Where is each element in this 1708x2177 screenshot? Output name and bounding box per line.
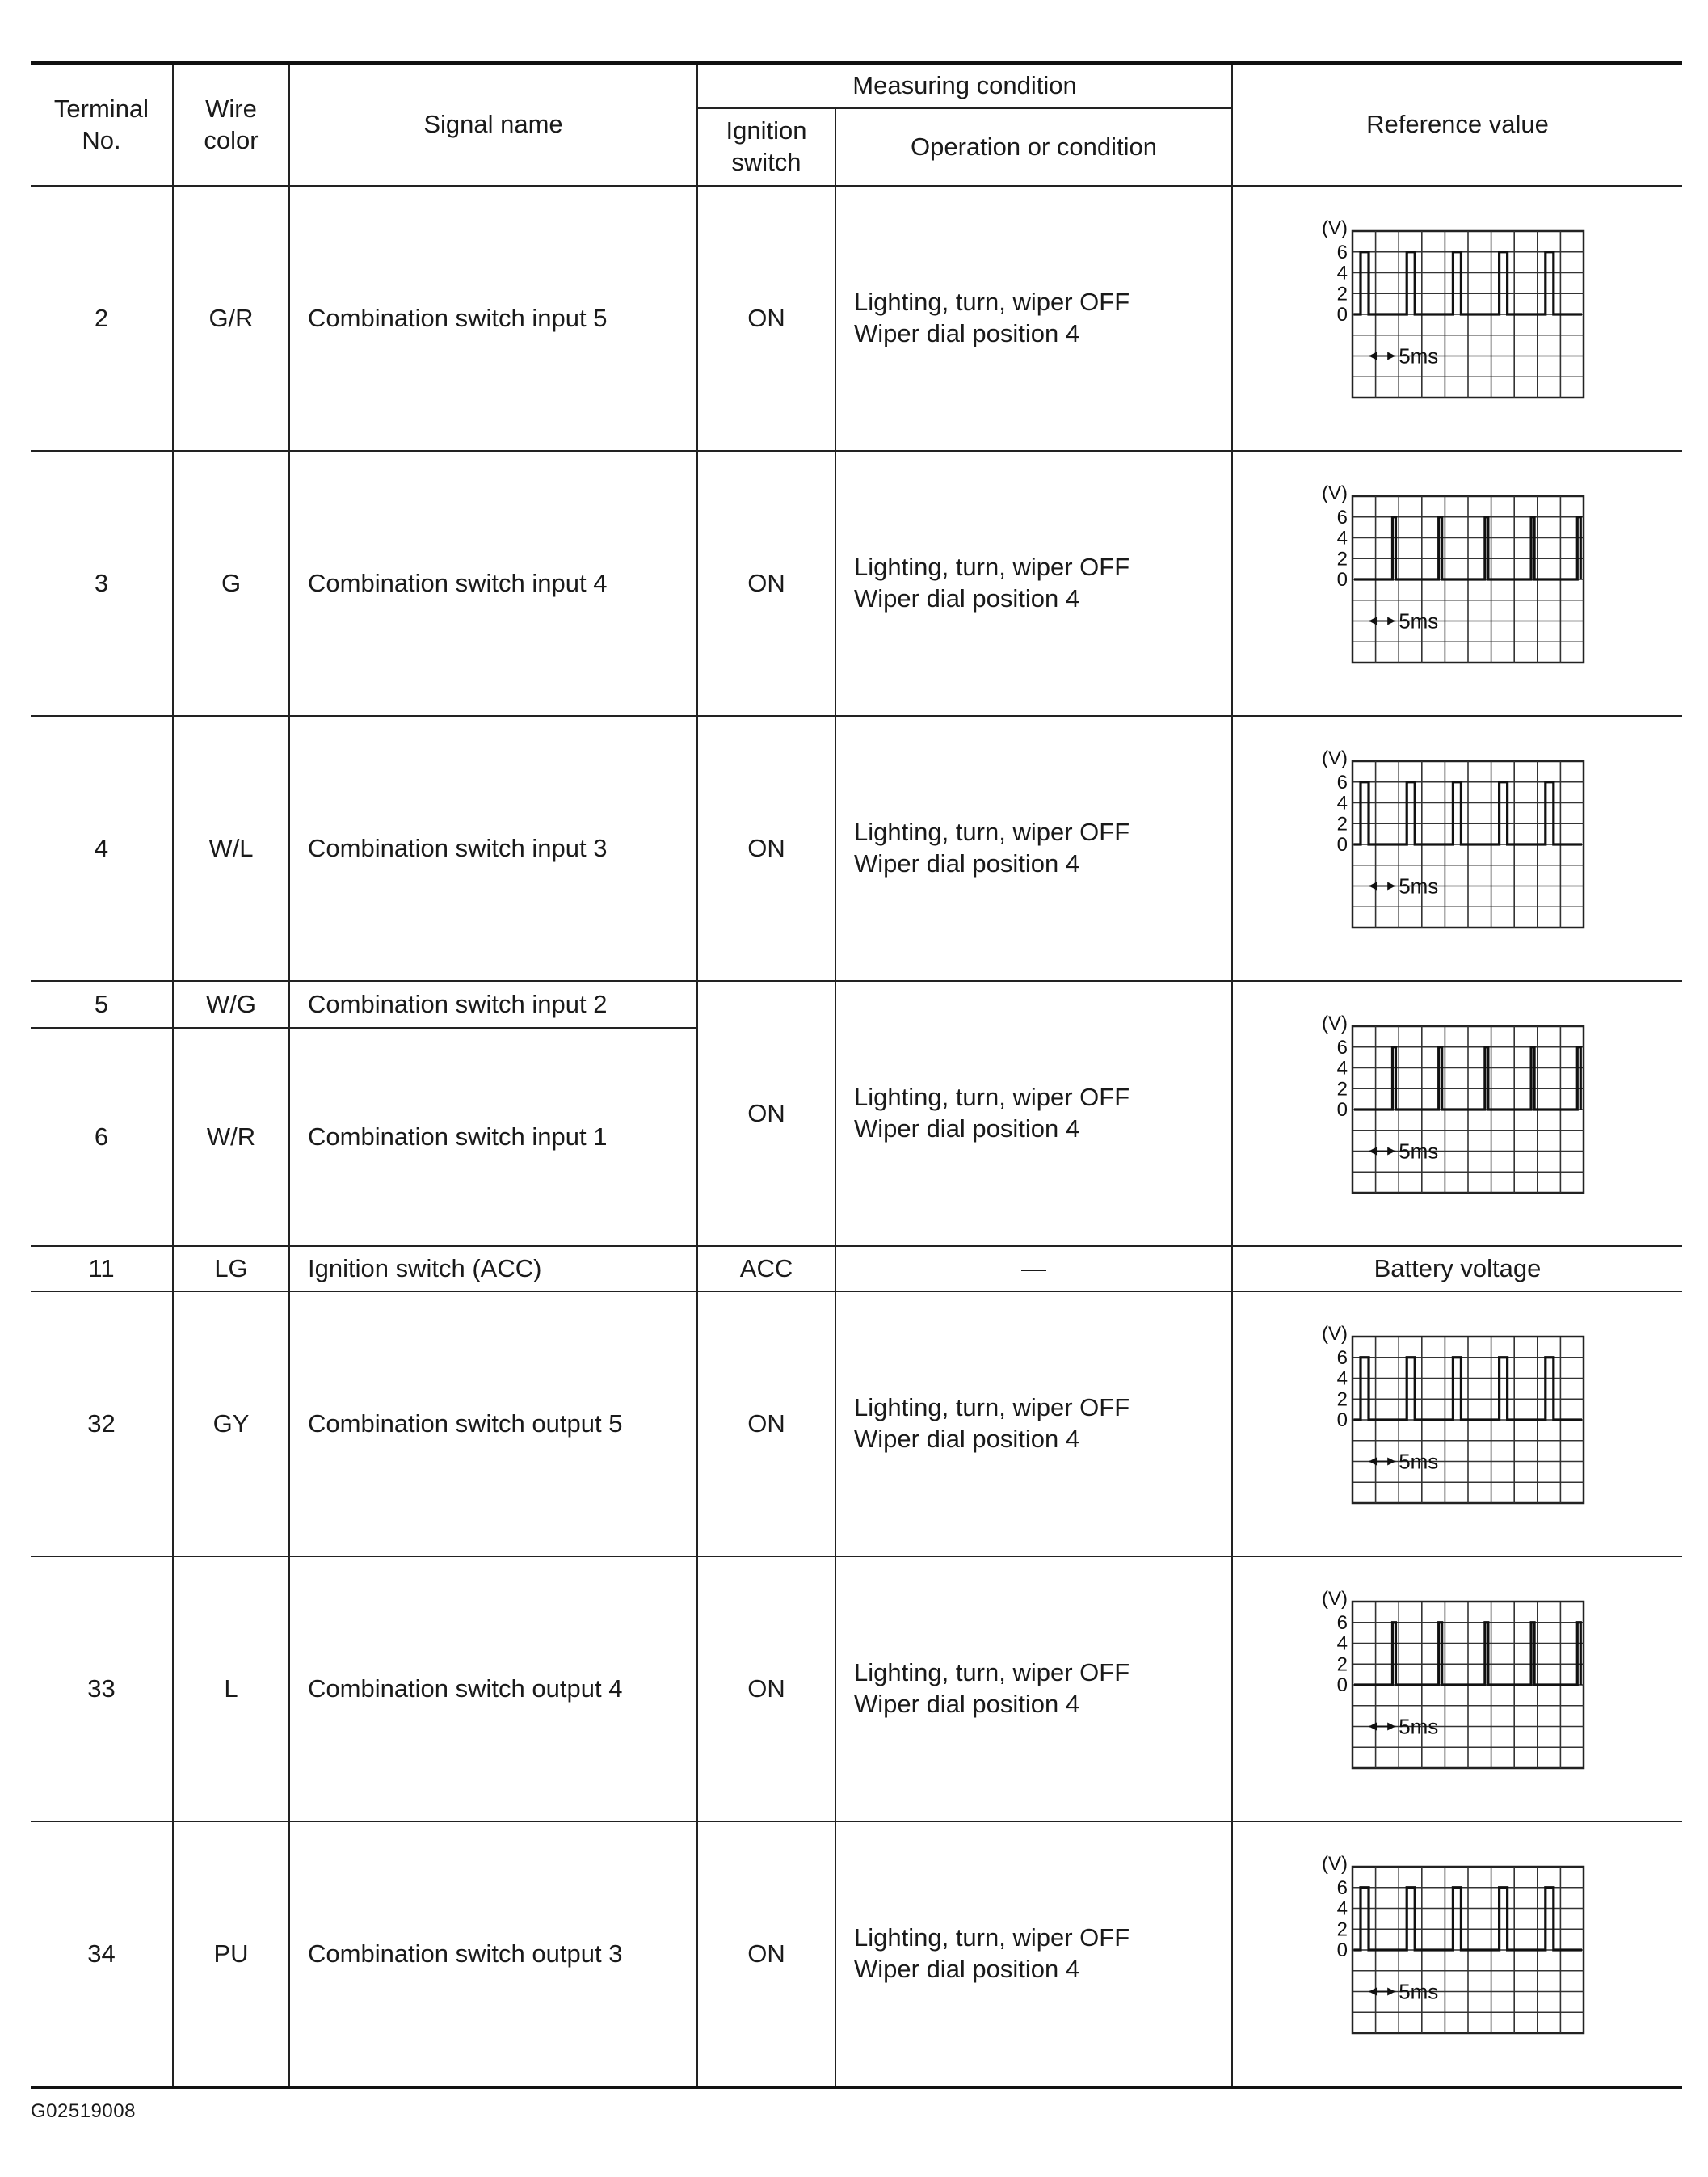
time-scale-arrow bbox=[1369, 617, 1395, 625]
terminal-no: 5 bbox=[31, 981, 173, 1028]
ignition-switch-state: ON bbox=[697, 981, 835, 1246]
scope-y-tick: 2 bbox=[1336, 1653, 1348, 1676]
signal-name: Combination switch output 3 bbox=[289, 1821, 697, 2087]
scope-unit-label: (V) bbox=[1322, 217, 1348, 239]
arrow-head-right bbox=[1387, 617, 1395, 625]
arrow-head-right bbox=[1387, 1147, 1395, 1156]
operation-condition: Lighting, turn, wiper OFF Wiper dial position 4 bbox=[835, 186, 1232, 451]
wire-color: W/R bbox=[173, 1028, 289, 1246]
arrow-head-right bbox=[1387, 882, 1395, 891]
scope-y-tick: 2 bbox=[1336, 548, 1348, 571]
table-row bbox=[31, 1246, 1682, 1291]
table-row bbox=[31, 716, 1682, 981]
scope-y-tick: 0 bbox=[1336, 834, 1348, 856]
signal-name: Combination switch input 4 bbox=[289, 451, 697, 716]
terminal-no: 34 bbox=[31, 1821, 173, 2087]
ignition-switch-state: ON bbox=[697, 1821, 835, 2087]
scope-unit-label: (V) bbox=[1322, 482, 1348, 504]
header-reference-value: Reference value bbox=[1232, 63, 1682, 186]
scope-y-tick: 0 bbox=[1336, 1939, 1348, 1961]
operation-condition: Lighting, turn, wiper OFF Wiper dial position 4 bbox=[835, 716, 1232, 981]
scope-y-tick: 6 bbox=[1336, 771, 1348, 794]
time-scale-arrow bbox=[1369, 1458, 1395, 1466]
reference-waveform bbox=[1232, 716, 1682, 981]
scope-y-tick: 2 bbox=[1336, 813, 1348, 836]
figure-code: G02519008 bbox=[31, 2100, 136, 2122]
oscilloscope-waveform bbox=[1233, 452, 1683, 715]
terminal-no: 4 bbox=[31, 716, 173, 981]
arrow-head-right bbox=[1387, 1458, 1395, 1466]
terminal-no: 2 bbox=[31, 186, 173, 451]
ignition-switch-state: ACC bbox=[697, 1246, 835, 1291]
header-operation-condition: Operation or condition bbox=[835, 108, 1232, 186]
terminal-no: 32 bbox=[31, 1291, 173, 1556]
oscilloscope-waveform bbox=[1233, 1822, 1683, 2086]
scope-y-tick: 0 bbox=[1336, 304, 1348, 326]
scope-time-label: 5ms bbox=[1399, 874, 1439, 899]
scope-y-tick: 6 bbox=[1336, 1346, 1348, 1369]
table-row bbox=[31, 186, 1682, 451]
terminal-no: 33 bbox=[31, 1556, 173, 1821]
scope-y-tick: 0 bbox=[1336, 1674, 1348, 1696]
scope-unit-label: (V) bbox=[1322, 747, 1348, 769]
scope-time-label: 5ms bbox=[1399, 1979, 1439, 2004]
scope-y-tick: 4 bbox=[1336, 792, 1348, 815]
table-row bbox=[31, 981, 1682, 1028]
scope-y-tick: 4 bbox=[1336, 1057, 1348, 1080]
scope-y-tick: 6 bbox=[1336, 1876, 1348, 1899]
scope-y-tick: 2 bbox=[1336, 1078, 1348, 1101]
oscilloscope-waveform bbox=[1233, 1557, 1683, 1821]
time-scale-arrow bbox=[1369, 352, 1395, 360]
oscilloscope-waveform bbox=[1233, 982, 1683, 1245]
signal-name: Combination switch input 1 bbox=[289, 1028, 697, 1246]
reference-waveform bbox=[1232, 981, 1682, 1246]
oscilloscope-waveform bbox=[1233, 717, 1683, 980]
scope-trace bbox=[1354, 517, 1580, 579]
scope-y-tick: 2 bbox=[1336, 1388, 1348, 1411]
wire-color: W/G bbox=[173, 981, 289, 1028]
reference-waveform bbox=[1232, 451, 1682, 716]
scope-y-tick: 0 bbox=[1336, 1099, 1348, 1121]
scope-time-label: 5ms bbox=[1399, 1449, 1439, 1474]
operation-condition: Lighting, turn, wiper OFF Wiper dial position 4 bbox=[835, 1556, 1232, 1821]
arrow-head-right bbox=[1387, 352, 1395, 360]
scope-time-label: 5ms bbox=[1399, 1714, 1439, 1739]
arrow-head-right bbox=[1387, 1988, 1395, 1996]
terminal-no: 3 bbox=[31, 451, 173, 716]
time-scale-arrow bbox=[1369, 1988, 1395, 1996]
header-measuring-condition: Measuring condition bbox=[697, 63, 1232, 108]
arrow-head-left bbox=[1369, 1988, 1377, 1996]
scope-y-tick: 0 bbox=[1336, 569, 1348, 591]
scope-trace bbox=[1354, 1623, 1580, 1685]
scope-unit-label: (V) bbox=[1322, 1588, 1348, 1610]
arrow-head-left bbox=[1369, 882, 1377, 891]
time-scale-arrow bbox=[1369, 882, 1395, 891]
table-row bbox=[31, 1556, 1682, 1821]
scope-y-tick: 6 bbox=[1336, 506, 1348, 528]
operation-condition: Lighting, turn, wiper OFF Wiper dial position 4 bbox=[835, 1291, 1232, 1556]
scope-y-tick: 4 bbox=[1336, 262, 1348, 284]
time-scale-arrow bbox=[1369, 1723, 1395, 1731]
scope-unit-label: (V) bbox=[1322, 1013, 1348, 1034]
reference-waveform bbox=[1232, 1291, 1682, 1556]
oscilloscope-waveform bbox=[1233, 187, 1683, 450]
reference-value-text: Battery voltage bbox=[1232, 1246, 1682, 1291]
signal-name: Combination switch output 5 bbox=[289, 1291, 697, 1556]
scope-unit-label: (V) bbox=[1322, 1853, 1348, 1875]
scope-y-tick: 2 bbox=[1336, 283, 1348, 305]
oscilloscope-waveform bbox=[1233, 1292, 1683, 1556]
header-signal-name: Signal name bbox=[289, 63, 697, 186]
scope-time-label: 5ms bbox=[1399, 1139, 1439, 1164]
table-row bbox=[31, 1291, 1682, 1556]
wire-color: L bbox=[173, 1556, 289, 1821]
terminal-reference-table bbox=[31, 61, 1682, 2089]
arrow-head-right bbox=[1387, 1723, 1395, 1731]
arrow-head-left bbox=[1369, 1723, 1377, 1731]
table-row bbox=[31, 451, 1682, 716]
signal-name: Combination switch input 5 bbox=[289, 186, 697, 451]
ignition-switch-state: ON bbox=[697, 1291, 835, 1556]
time-scale-arrow bbox=[1369, 1147, 1395, 1156]
signal-name: Combination switch input 3 bbox=[289, 716, 697, 981]
header-ignition-switch: Ignition switch bbox=[697, 108, 835, 186]
scope-y-tick: 4 bbox=[1336, 527, 1348, 550]
wire-color: W/L bbox=[173, 716, 289, 981]
reference-waveform bbox=[1232, 186, 1682, 451]
operation-condition: Lighting, turn, wiper OFF Wiper dial position 4 bbox=[835, 981, 1232, 1246]
reference-waveform bbox=[1232, 1821, 1682, 2087]
arrow-head-left bbox=[1369, 1458, 1377, 1466]
arrow-head-left bbox=[1369, 617, 1377, 625]
signal-name: Combination switch output 4 bbox=[289, 1556, 697, 1821]
scope-y-tick: 6 bbox=[1336, 241, 1348, 263]
wire-color: PU bbox=[173, 1821, 289, 2087]
arrow-head-left bbox=[1369, 352, 1377, 360]
operation-condition: Lighting, turn, wiper OFF Wiper dial position 4 bbox=[835, 451, 1232, 716]
scope-trace bbox=[1354, 1047, 1580, 1110]
header-terminal-no: Terminal No. bbox=[31, 63, 173, 186]
scope-y-tick: 4 bbox=[1336, 1632, 1348, 1655]
ignition-switch-state: ON bbox=[697, 186, 835, 451]
scope-y-tick: 4 bbox=[1336, 1897, 1348, 1920]
scope-y-tick: 6 bbox=[1336, 1611, 1348, 1634]
scope-time-label: 5ms bbox=[1399, 608, 1439, 634]
scope-y-tick: 4 bbox=[1336, 1367, 1348, 1390]
scope-y-tick: 6 bbox=[1336, 1036, 1348, 1059]
signal-name: Ignition switch (ACC) bbox=[289, 1246, 697, 1291]
scope-y-tick: 2 bbox=[1336, 1918, 1348, 1941]
terminal-no: 6 bbox=[31, 1028, 173, 1246]
wire-color: G bbox=[173, 451, 289, 716]
wire-color: G/R bbox=[173, 186, 289, 451]
scope-time-label: 5ms bbox=[1399, 343, 1439, 368]
operation-condition: — bbox=[835, 1246, 1232, 1291]
signal-name: Combination switch input 2 bbox=[289, 981, 697, 1028]
scope-y-tick: 0 bbox=[1336, 1409, 1348, 1431]
scope-unit-label: (V) bbox=[1322, 1323, 1348, 1345]
header-wire-color: Wire color bbox=[173, 63, 289, 186]
operation-condition: Lighting, turn, wiper OFF Wiper dial position 4 bbox=[835, 1821, 1232, 2087]
wire-color: GY bbox=[173, 1291, 289, 1556]
ignition-switch-state: ON bbox=[697, 716, 835, 981]
ignition-switch-state: ON bbox=[697, 1556, 835, 1821]
terminal-no: 11 bbox=[31, 1246, 173, 1291]
ignition-switch-state: ON bbox=[697, 451, 835, 716]
reference-waveform bbox=[1232, 1556, 1682, 1821]
wire-color: LG bbox=[173, 1246, 289, 1291]
arrow-head-left bbox=[1369, 1147, 1377, 1156]
table-row bbox=[31, 1821, 1682, 2087]
